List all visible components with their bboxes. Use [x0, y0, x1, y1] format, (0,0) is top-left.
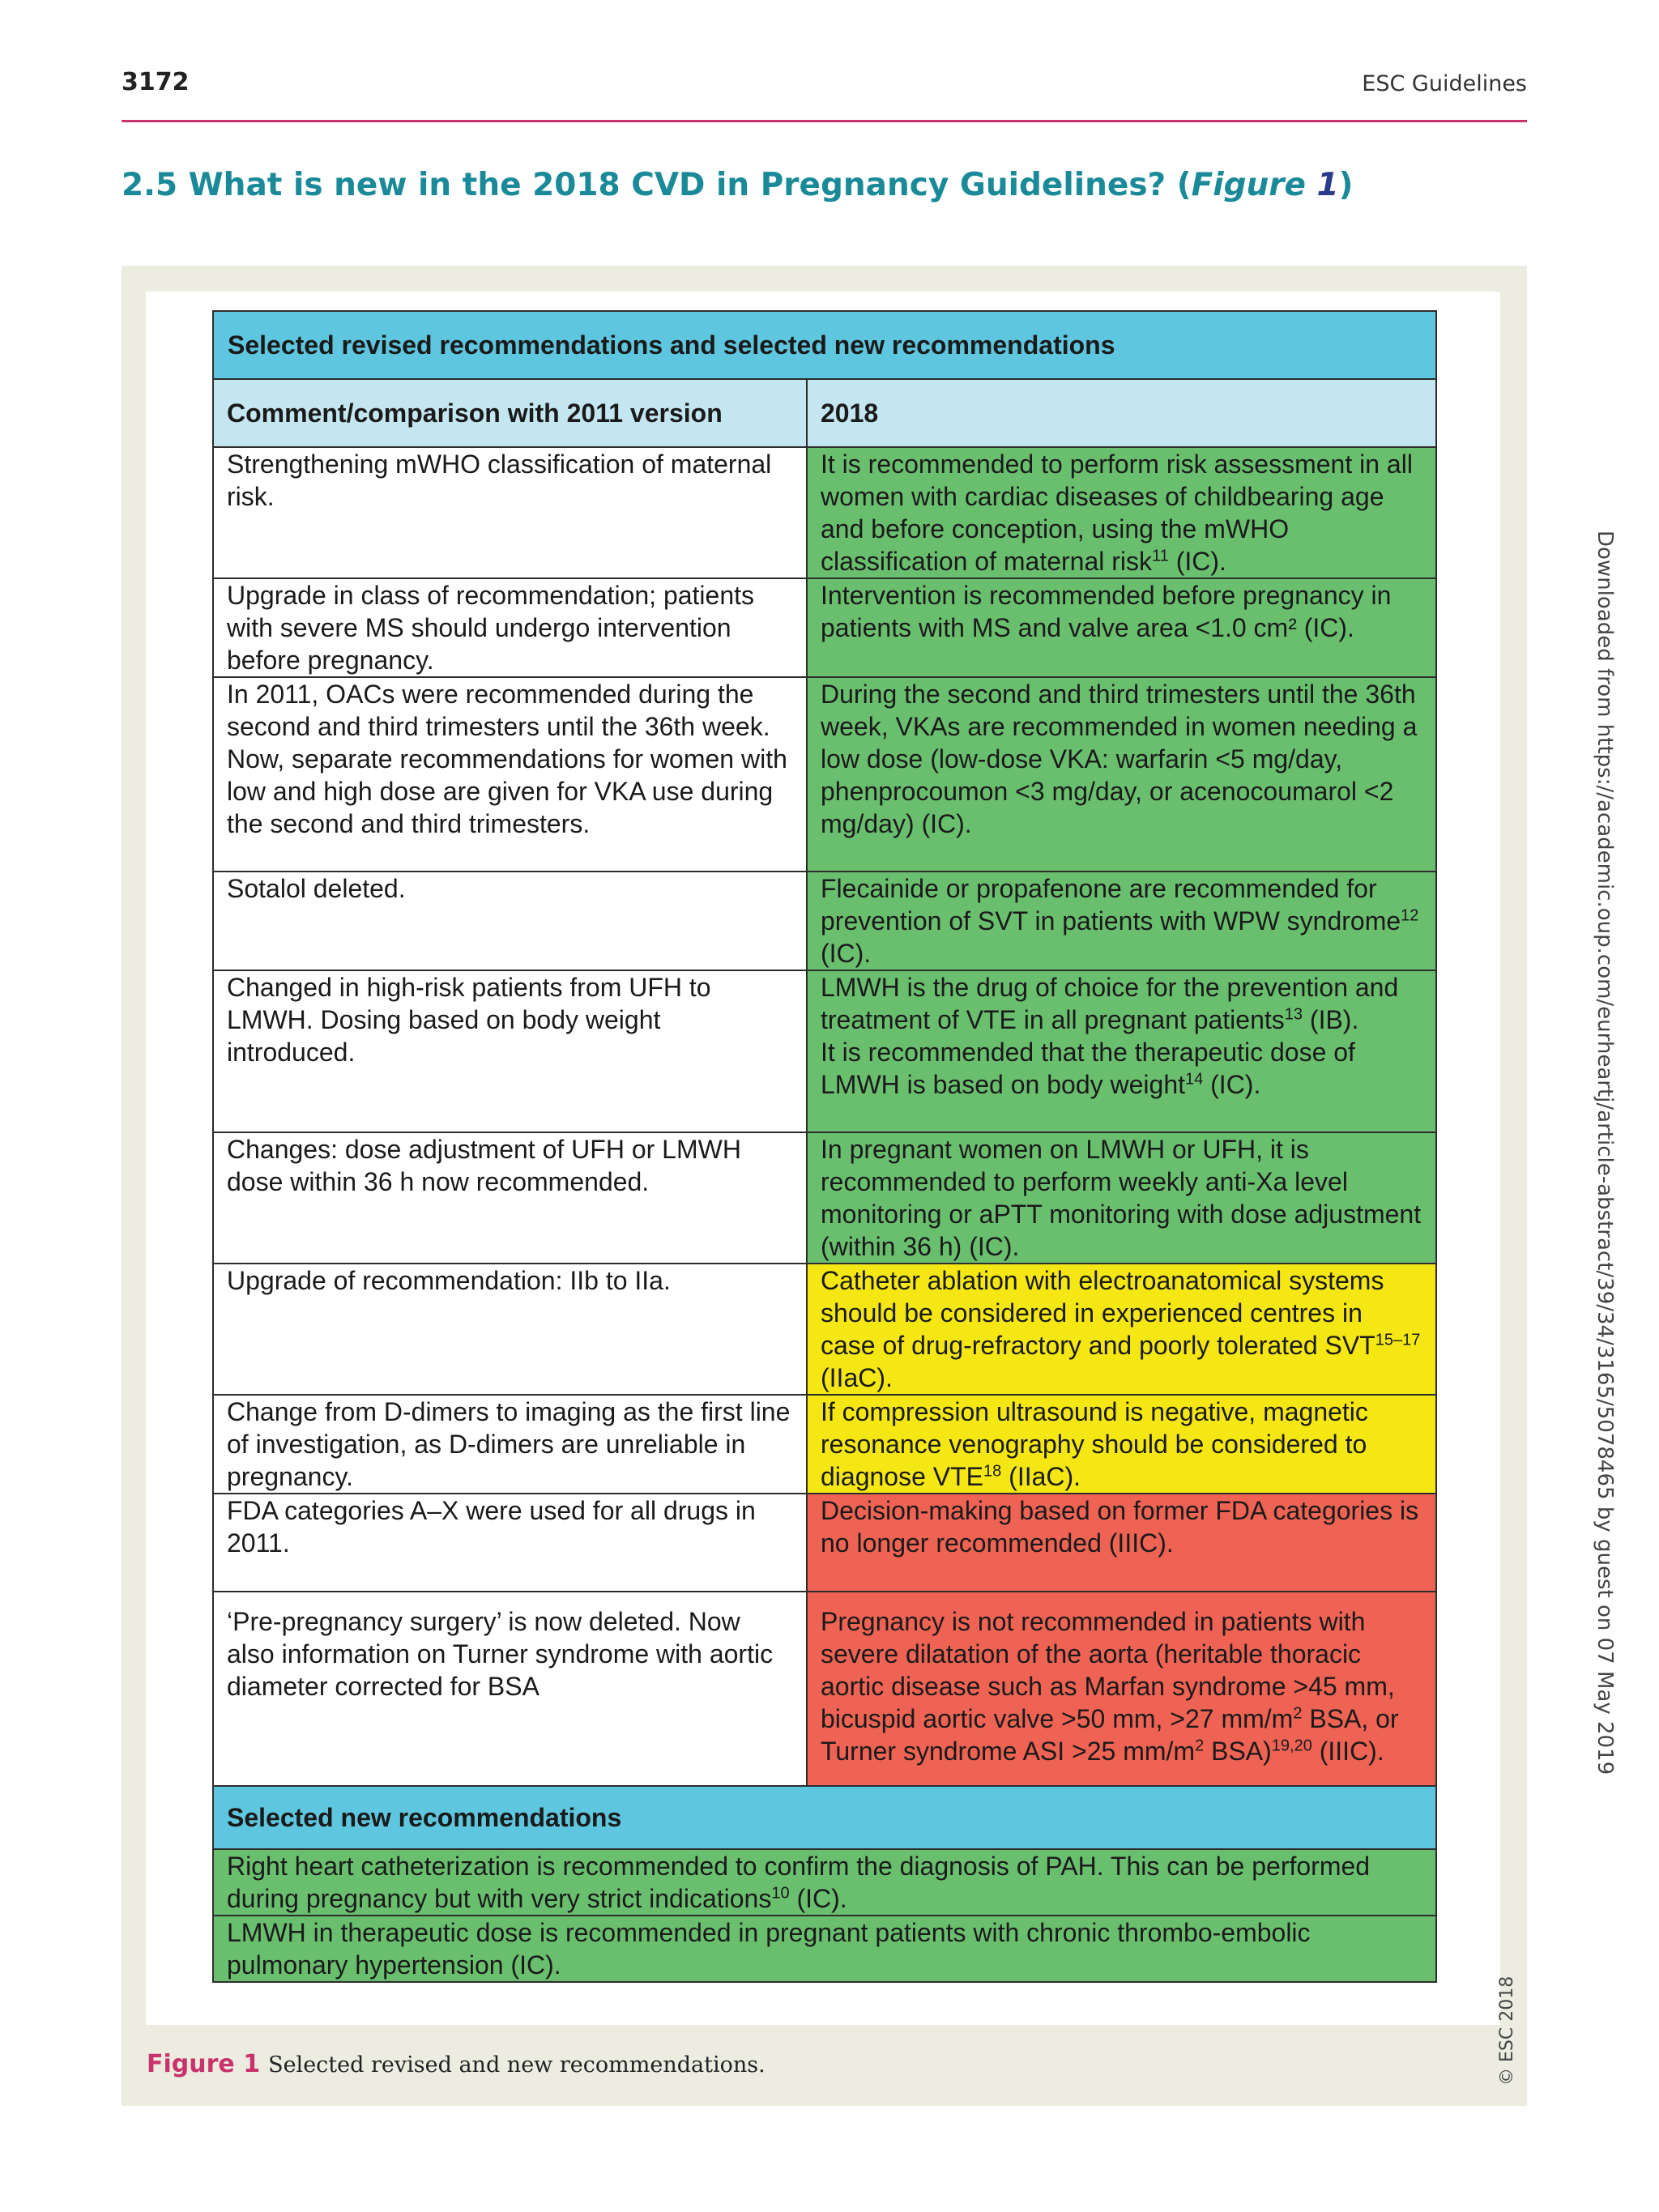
section-title: 2.5 What is new in the 2018 CVD in Pregnancy Guidelines? ( [122, 167, 1192, 203]
recommendation-cell [807, 1395, 1436, 1494]
table-row [213, 872, 1436, 970]
unit-superscript: 2 [1195, 1737, 1205, 1755]
recommendation-cell [807, 970, 1436, 1132]
comment-cell: Upgrade in class of recommendation; patients with severe MS should undergo intervention before pregnancy. [213, 578, 807, 677]
table-row [213, 1849, 1436, 1916]
recommendation-text: LMWH is the drug of choice for the prevention and treatment of VTE in all pregnant patients [821, 973, 1399, 1034]
comment-cell: Change from D-dimers to imaging as the first line of investigation, as D-dimers are unreliable in pregnancy. [213, 1395, 807, 1494]
recommendation-class: (IIaC). [821, 1363, 893, 1392]
comment-cell: Upgrade of recommendation: IIb to IIa. [213, 1264, 807, 1395]
figure-caption [147, 2050, 766, 2078]
recommendation-class: (IC). [821, 939, 872, 968]
header-divider [122, 120, 1527, 122]
recommendation-text: It is recommended to perform risk assessment in all women with cardiac diseases of childbearing age and before conception, using the mWHO classification of maternal risk [821, 450, 1413, 576]
reference-superscript: 10 [771, 1884, 790, 1903]
table-row [213, 578, 1436, 677]
table-row [213, 970, 1436, 1132]
table-row [213, 677, 1436, 872]
new-recommendation-cell [213, 1849, 1436, 1916]
table-main-header-row [213, 311, 1436, 379]
recommendation-cell: In pregnant women on LMWH or UFH, it is recommended to perform weekly anti-Xa level monitoring or aPTT monitoring with dose adjustment (within 36 h) (IC). [807, 1132, 1436, 1264]
reference-superscript: 11 [1152, 547, 1169, 565]
recommendation-cell [807, 1592, 1436, 1786]
table-main-heading: Selected revised recommendations and selected new recommendations [213, 311, 1436, 379]
table-row [213, 1132, 1436, 1264]
recommendation-class: (IIIC). [1311, 1737, 1384, 1766]
reference-superscript: 14 [1185, 1070, 1204, 1089]
copyright-notice [1497, 1976, 1521, 2154]
table-row [213, 1395, 1436, 1494]
recommendation-cell: Intervention is recommended before pregnancy in patients with MS and valve area <1.0 cm² (IC). [807, 578, 1436, 677]
figure-caption-text: Selected revised and new recommendations. [268, 2052, 766, 2078]
recommendations-table [212, 310, 1437, 1983]
column-header-comment: Comment/comparison with 2011 version [213, 379, 807, 447]
comment-text: ‘Pre-pregnancy surgery’ is now deleted. Now also information on Turner syndrome with aortic diameter corrected for BSA [227, 1607, 774, 1701]
recommendation-class: (IC). [1203, 1070, 1261, 1099]
section-heading [122, 167, 1353, 203]
recommendation-text: If compression ultrasound is negative, magnetic resonance venography should be considered to diagnose VTE [821, 1397, 1368, 1491]
comment-cell: In 2011, OACs were recommended during the second and third trimesters until the 36th week. Now, separate recommendations for women with low and high dose are given for VKA use during the second and third trimesters. [213, 677, 807, 872]
comment-cell [213, 1592, 807, 1786]
recommendation-text: Right heart catheterization is recommended to confirm the diagnosis of PAH. This can be performed during pregnancy but with very strict indications [227, 1852, 1371, 1913]
reference-superscript: 18 [983, 1462, 1002, 1481]
download-notice-text: Downloaded from https://academic.oup.com/eurheartj/article-abstract/39/34/3165/5078465 by guest on 07 May 2019 [1593, 531, 1617, 1775]
recommendation-cell [807, 1264, 1436, 1395]
journal-name: ESC Guidelines [1362, 71, 1527, 96]
recommendation-text: BSA, or Turner syndrome ASI >25 mm/m [821, 1704, 1399, 1766]
recommendation-class: (IC). [789, 1884, 847, 1913]
comment-cell: FDA categories A–X were used for all drugs in 2011. [213, 1494, 807, 1592]
download-notice [1589, 531, 1622, 1775]
section-title-close: ) [1338, 167, 1354, 203]
figure-reference-link[interactable]: 1 [1316, 167, 1339, 203]
recommendation-text: Pregnancy is not recommended in patients with severe dilatation of the aorta (heritable thoracic aortic disease such as Marfan syndrome >45 mm, bicuspid aortic valve >50 mm, >27 mm/m [821, 1607, 1395, 1733]
reference-superscript: 13 [1284, 1005, 1303, 1024]
recommendation-second-text [821, 1036, 1424, 1101]
new-recommendation-cell: LMWH in therapeutic dose is recommended in pregnant patients with chronic thrombo-embolic pulmonary hypertension (IC). [213, 1916, 1436, 1982]
table-row [213, 1592, 1436, 1786]
reference-superscript: 12 [1401, 906, 1419, 925]
new-recommendations-header-row [213, 1786, 1436, 1849]
recommendation-cell [807, 872, 1436, 970]
column-header-2018: 2018 [807, 379, 1436, 447]
table-row [213, 1916, 1436, 1982]
recommendation-text: BSA) [1204, 1737, 1272, 1766]
table-row [213, 447, 1436, 578]
recommendation-cell [807, 447, 1436, 578]
recommendation-class: (IC). [1168, 547, 1226, 576]
recommendation-cell: Decision-making based on former FDA categories is no longer recommended (IIIC). [807, 1494, 1436, 1592]
recommendation-text: It is recommended that the therapeutic dose of LMWH is based on body weight [821, 1038, 1355, 1099]
recommendation-cell: During the second and third trimesters until the 36th week, VKAs are recommended in women needing a low dose (low-dose VKA: warfarin <5 mg/day, phenprocoumon <3 mg/day, or acenocoumarol <2 mg/day) (IC). [807, 677, 1436, 872]
copyright-text: © ESC 2018 [1497, 1975, 1517, 2086]
recommendation-text: Catheter ablation with electroanatomical systems should be considered in experienced centres in case of drug-refractory and poorly tolerated SVT [821, 1266, 1384, 1360]
unit-superscript: 2 [1293, 1704, 1303, 1723]
new-recommendations-heading: Selected new recommendations [213, 1786, 1436, 1849]
table-row [213, 1264, 1436, 1395]
page-number: 3172 [122, 68, 190, 96]
recommendation-class: (IB). [1303, 1005, 1359, 1034]
reference-superscript: 15–17 [1375, 1331, 1421, 1349]
comment-cell: Changes: dose adjustment of UFH or LMWH dose within 36 h now recommended. [213, 1132, 807, 1264]
reference-superscript: 19,20 [1271, 1737, 1312, 1755]
recommendation-text: Flecainide or propafenone are recommended for prevention of SVT in patients with WPW syndrome [821, 874, 1401, 936]
comment-cell: Changed in high-risk patients from UFH to LMWH. Dosing based on body weight introduced. [213, 970, 807, 1132]
figure-reference-word: Figure [1191, 167, 1317, 203]
figure-caption-label: Figure 1 [147, 2050, 261, 2078]
comment-cell: Strengthening mWHO classification of maternal risk. [213, 447, 807, 578]
recommendation-class: (IIaC). [1001, 1462, 1081, 1491]
comment-cell: Sotalol deleted. [213, 872, 807, 970]
table-row [213, 1494, 1436, 1592]
table-column-header-row [213, 379, 1436, 447]
